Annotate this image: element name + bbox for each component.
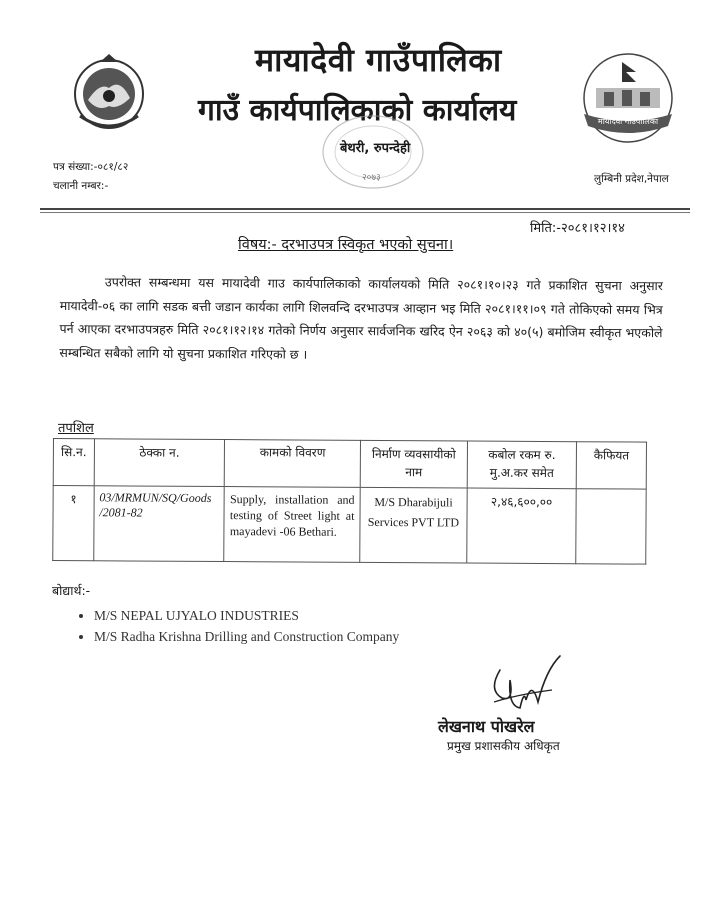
cell-description: Supply, installation and testing of Street light at mayadevi -06 Bethari. [224, 487, 360, 563]
org-name: मायादेवी गाउँपालिका [255, 41, 502, 79]
body-paragraph: उपरोक्त सम्बन्धमा यस मायादेवी गाउ कार्यपालिकाको कार्यालयको मिति २०८१।१०।२३ गते प्रकाशित सुचना अनुसार मायादेवी-०६ का लागि सडक बत्ती जडान कार्यका लागि शिलवन्दि दरभाउपत्र आव्हान भइ मिति २०८१।११।०९ गते तोकिएको समय भित्र पर्न आएका दरभाउपत्रहरु मिति २०८१।१२।१४ गतेको निर्णय अनुसार सार्वजनिक खरिद ऐन २०६३ को ४०(५) बमोजिम स्वीकृत भएकोले सम्बन्धित सबैको लागि यो सुचना प्रकाशित गरिएको छ । [59, 274, 663, 362]
col-header-contractor: निर्माण व्यवसायीको नाम [360, 440, 467, 488]
col-header-sn: सि.न. [53, 439, 94, 486]
table-header-row [53, 439, 646, 490]
table-row [53, 486, 646, 565]
stamp-year: २०७३ [362, 173, 381, 183]
col-header-description: कामको विवरण [225, 440, 361, 488]
municipality-logo [578, 48, 678, 148]
letter-number: पत्र संख्या:-०८१/८२ [53, 161, 129, 173]
nepal-emblem-logo [70, 52, 148, 134]
signature [480, 650, 570, 720]
cell-remarks [576, 489, 646, 564]
cell-contractor: M/S Dharabijuli Services PVT LTD [360, 487, 467, 563]
office-address: बेथरी, रुपन्देही [340, 141, 411, 156]
contract-table [52, 438, 647, 565]
bodharth-label: बोद्यार्थ:- [52, 583, 91, 598]
header-divider-thin [40, 212, 690, 213]
office-name: गाउँ कार्यपालिकाको कार्यालय [198, 93, 517, 128]
header-divider [40, 208, 690, 210]
dispatch-number: चलानी नम्बर:- [53, 180, 109, 192]
svg-text:मायादेवी गाउँपालिका: मायादेवी गाउँपालिका [597, 117, 659, 126]
list-item: • M/S NEPAL UJYALO INDUSTRIES [94, 605, 399, 626]
cell-sn: १ [53, 486, 94, 561]
notice-body [59, 270, 663, 368]
recipient-list [72, 605, 399, 647]
col-header-amount: कबोल रकम रु. मु.अ.कर समेत [467, 441, 576, 489]
province-label: लुम्बिनी प्रदेश,नेपाल [594, 173, 669, 185]
notice-date: मिति:-२०८१।१२।१४ [530, 221, 625, 236]
notice-subject: विषय:- दरभाउपत्र स्विकृत भएको सुचना। [238, 237, 454, 253]
col-header-remarks: कैफियत [576, 442, 646, 489]
signer-title: प्रमुख प्रशासकीय अधिकृत [447, 739, 560, 753]
signer-name: लेखनाथ पोखरेल [438, 717, 535, 736]
col-header-contract-no: ठेक्का न. [94, 439, 225, 487]
cell-contract-no: 03/MRMUN/SQ/Goods /2081-82 [94, 486, 225, 562]
details-label: तपशिल [58, 421, 94, 436]
cell-amount: २,४६,६००,०० [467, 488, 577, 564]
list-item: • M/S Radha Krishna Drilling and Construction Company [94, 626, 399, 647]
